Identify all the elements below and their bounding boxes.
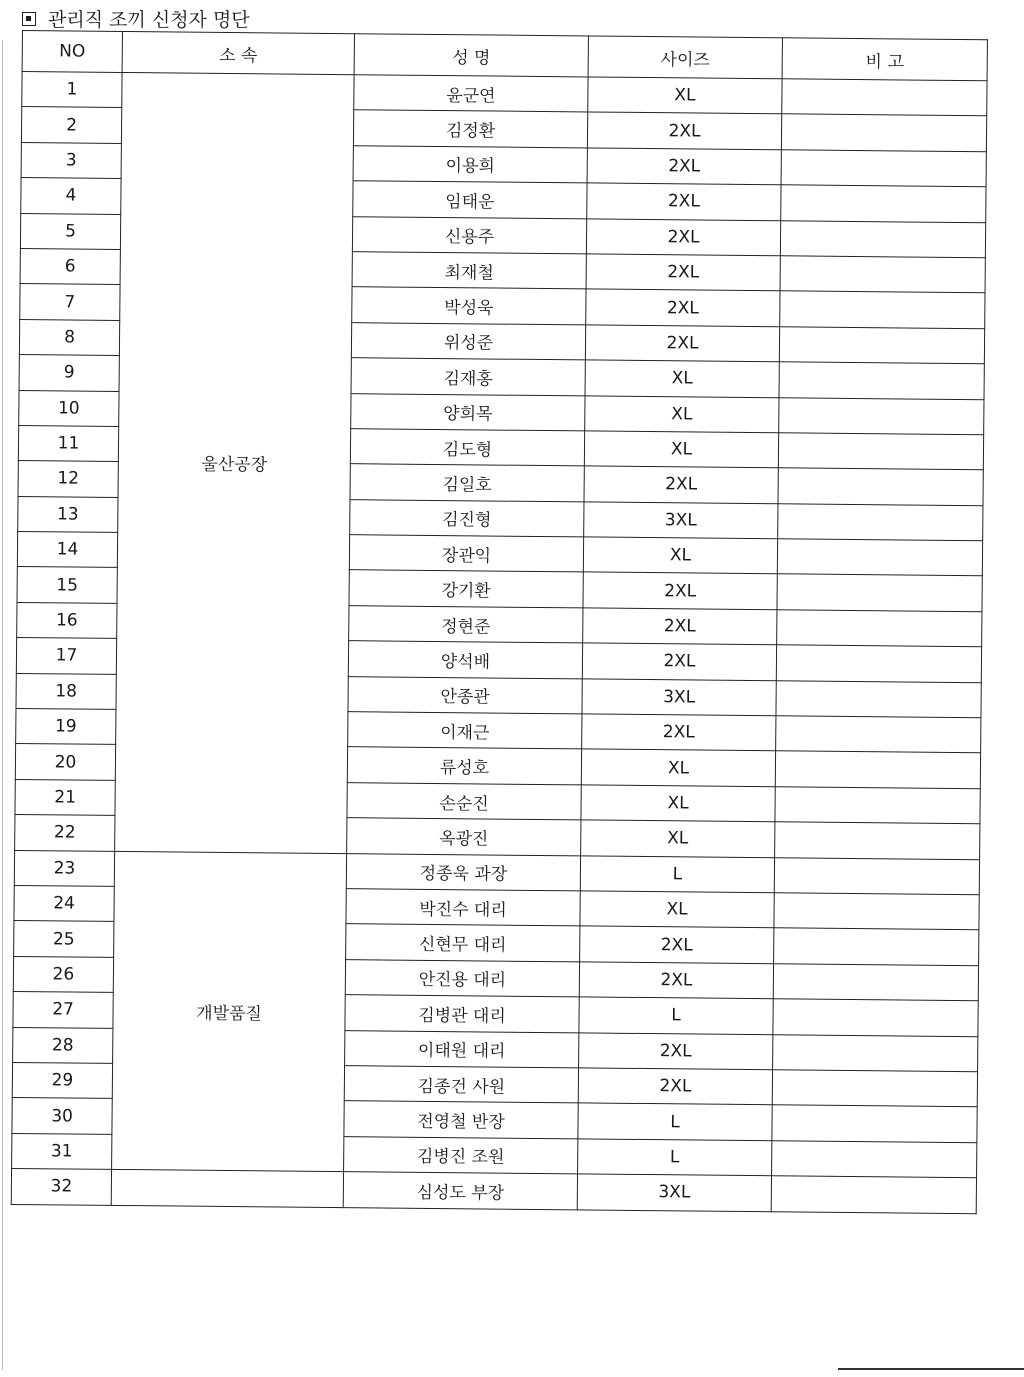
row-no: 2 (21, 107, 121, 143)
row-no: 19 (16, 709, 116, 745)
row-size: 2XL (579, 962, 773, 999)
row-no: 7 (20, 284, 120, 320)
row-note (777, 574, 982, 611)
row-name: 김정환 (353, 110, 587, 148)
row-name: 류성호 (347, 747, 581, 785)
roster-body (11, 72, 987, 1214)
row-no: 13 (18, 496, 118, 532)
row-no: 32 (11, 1169, 111, 1205)
row-size: 3XL (582, 679, 776, 716)
document-title (22, 5, 250, 32)
row-note (778, 433, 983, 470)
row-name: 이재근 (348, 712, 582, 750)
row-no: 6 (20, 248, 120, 284)
row-no: 27 (13, 992, 113, 1028)
row-name: 김도형 (350, 429, 584, 467)
square-bullet-icon (22, 12, 36, 26)
row-name: 신용주 (352, 216, 586, 254)
row-no: 26 (13, 956, 113, 992)
row-name: 김종건 사원 (344, 1066, 578, 1104)
row-note (780, 291, 985, 328)
row-name: 옥광진 (347, 818, 581, 856)
row-size: XL (581, 785, 775, 822)
row-no: 9 (19, 355, 119, 391)
row-note (780, 220, 985, 257)
row-size: 2XL (583, 608, 777, 645)
row-size: L (579, 997, 773, 1034)
row-note (779, 362, 984, 399)
row-name: 안진용 대리 (345, 959, 579, 997)
row-name: 김병관 대리 (345, 995, 579, 1033)
row-size: L (580, 855, 774, 892)
header-name: 성 명 (354, 34, 588, 77)
row-size: 2XL (583, 572, 777, 609)
row-size: 2XL (587, 112, 781, 149)
row-name: 전영철 반장 (344, 1101, 578, 1139)
row-note (776, 645, 981, 682)
row-size: XL (581, 749, 775, 786)
row-no: 15 (17, 567, 117, 603)
row-name: 위성준 (351, 322, 585, 360)
row-size: 2XL (582, 643, 776, 680)
row-size: 2XL (587, 148, 781, 185)
row-name: 김일호 (350, 464, 584, 502)
row-size: 2XL (586, 254, 780, 291)
row-no: 18 (16, 673, 116, 709)
row-name: 정종욱 과장 (346, 853, 580, 891)
row-note (782, 79, 987, 116)
row-no: 11 (18, 425, 118, 461)
row-note (781, 114, 986, 151)
row-no: 25 (14, 921, 114, 957)
row-name: 김재홍 (351, 358, 585, 396)
row-note (774, 893, 979, 930)
row-no: 14 (17, 532, 117, 568)
row-size: 2XL (578, 1068, 772, 1105)
row-name: 정현준 (349, 606, 583, 644)
row-size: 3XL (577, 1174, 771, 1211)
row-no: 8 (19, 319, 119, 355)
row-no: 12 (18, 461, 118, 497)
row-note (773, 999, 978, 1036)
row-note (773, 1034, 978, 1071)
row-note (775, 787, 980, 824)
row-size: XL (585, 360, 779, 397)
row-name: 박성욱 (352, 287, 586, 325)
row-no: 29 (12, 1062, 112, 1098)
row-note (777, 539, 982, 576)
row-no: 31 (12, 1133, 112, 1169)
row-note (772, 1070, 977, 1107)
row-name: 신현무 대리 (346, 924, 580, 962)
row-note (776, 716, 981, 753)
row-note (781, 185, 986, 222)
row-no: 10 (19, 390, 119, 426)
row-name: 양석배 (348, 641, 582, 679)
row-note (775, 751, 980, 788)
row-no: 1 (22, 72, 122, 108)
row-size: 2XL (586, 218, 780, 255)
row-note (774, 928, 979, 965)
row-no: 23 (14, 850, 114, 886)
row-no: 22 (15, 815, 115, 851)
row-size: 2XL (580, 926, 774, 963)
row-note (771, 1176, 976, 1213)
row-name: 임태운 (353, 181, 587, 219)
row-name: 최재철 (352, 252, 586, 290)
row-no: 5 (20, 213, 120, 249)
row-size: 2XL (582, 714, 776, 751)
row-note (772, 1140, 977, 1177)
row-note (777, 610, 982, 647)
title-text: 관리직 조끼 신청자 명단 (48, 9, 250, 31)
row-size: 2XL (586, 289, 780, 326)
row-note (779, 327, 984, 364)
row-size: L (578, 1103, 772, 1140)
row-note (778, 503, 983, 540)
row-size: XL (588, 77, 782, 114)
header-no: NO (22, 31, 122, 73)
row-note (772, 1105, 977, 1142)
row-no: 3 (21, 142, 121, 178)
row-name: 심성도 부장 (343, 1172, 577, 1210)
header-size: 사이즈 (588, 36, 782, 79)
row-name: 김진형 (350, 499, 584, 537)
row-size: 2XL (579, 1032, 773, 1069)
row-size: L (578, 1139, 772, 1176)
dept-cell-empty (111, 1170, 343, 1208)
row-name: 안종관 (348, 676, 582, 714)
row-name: 이태원 대리 (345, 1030, 579, 1068)
row-no: 4 (21, 178, 121, 214)
row-name: 장관익 (349, 535, 583, 573)
row-note (776, 680, 981, 717)
row-name: 박진수 대리 (346, 889, 580, 927)
row-name: 이용희 (353, 145, 587, 183)
row-size: 2XL (584, 466, 778, 503)
row-size: XL (580, 891, 774, 928)
scan-edge-line (838, 1368, 1024, 1370)
row-no: 21 (15, 779, 115, 815)
row-note (778, 468, 983, 505)
row-size: XL (584, 431, 778, 468)
row-note (773, 964, 978, 1001)
row-no: 20 (15, 744, 115, 780)
row-note (780, 256, 985, 293)
row-note (775, 822, 980, 859)
row-name: 손순진 (347, 782, 581, 820)
row-size: 2XL (585, 325, 779, 362)
row-no: 16 (17, 602, 117, 638)
row-size: XL (585, 395, 779, 432)
row-no: 17 (16, 638, 116, 674)
row-note (774, 857, 979, 894)
row-name: 양희목 (351, 393, 585, 431)
row-name: 윤군연 (354, 75, 588, 113)
row-no: 28 (13, 1027, 113, 1063)
row-no: 24 (14, 885, 114, 921)
dept-cell: 울산공장 (115, 72, 354, 853)
header-dept: 소 속 (122, 31, 354, 74)
roster-table (11, 30, 988, 1214)
page-edge-line (2, 40, 3, 1370)
dept-cell: 개발품질 (112, 851, 347, 1172)
row-note (779, 397, 984, 434)
row-name: 김병진 조원 (344, 1136, 578, 1174)
row-size: 3XL (584, 502, 778, 539)
header-note: 비 고 (782, 38, 987, 81)
row-note (781, 150, 986, 187)
row-no: 30 (12, 1098, 112, 1134)
roster-sheet (11, 30, 988, 1214)
row-size: XL (583, 537, 777, 574)
row-name: 강기환 (349, 570, 583, 608)
row-size: 2XL (587, 183, 781, 220)
row-size: XL (581, 820, 775, 857)
